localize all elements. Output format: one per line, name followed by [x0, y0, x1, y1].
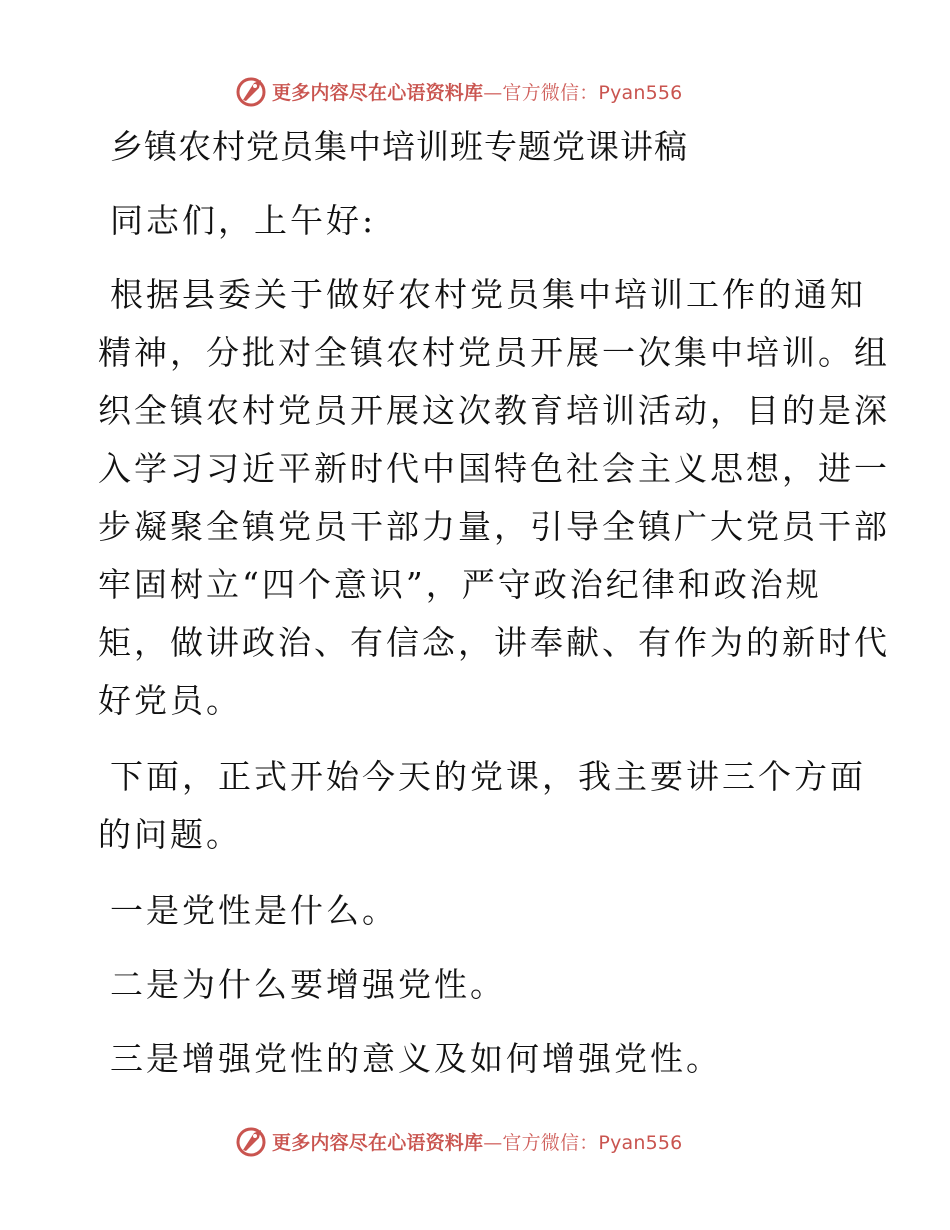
greeting-text: 同志们，上午好: — [110, 201, 377, 240]
banner-slogan: 更多内容尽在心语资料库 — [272, 1131, 484, 1154]
point-one — [110, 882, 398, 940]
paragraph-line: 织全镇农村党员开展这次教育培训活动，目的是深 — [98, 391, 890, 430]
greeting — [110, 192, 376, 250]
banner-dash: — — [483, 1131, 503, 1154]
banner-text — [272, 78, 682, 105]
banner-wechat-label: 官方微信： — [502, 1131, 599, 1154]
banner-wechat-label: 官方微信： — [502, 81, 599, 104]
paragraph-line: 入学习习近平新时代中国特色社会主义思想，进一 — [98, 449, 890, 488]
paragraph-line: 精神，分批对全镇农村党员开展一次集中培训。组 — [98, 333, 890, 372]
point-two-text: 二是为什么要增强党性。 — [110, 965, 506, 1004]
point-one-text: 一是党性是什么。 — [110, 891, 398, 930]
banner-account: Pyan556 — [598, 1131, 683, 1154]
pen-nib-logo-icon — [234, 1124, 268, 1158]
point-three-text: 三是增强党性的意义及如何增强党性。 — [110, 1039, 722, 1078]
banner-account: Pyan556 — [598, 81, 683, 104]
paragraph-line: 步凝聚全镇党员干部力量，引导全镇广大党员干部 — [98, 507, 890, 546]
paragraph-line: 矩，做讲政治、有信念，讲奉献、有作为的新时代 — [98, 623, 890, 662]
banner-text — [272, 1128, 682, 1155]
footer-banner — [234, 1121, 682, 1161]
header-banner — [234, 71, 682, 111]
paragraph-intro — [98, 266, 890, 730]
point-two — [110, 956, 506, 1014]
pen-nib-logo-icon — [234, 74, 268, 108]
document-title: 乡镇农村党员集中培训班专题党课讲稿 — [110, 127, 688, 166]
paragraph-outline — [98, 748, 866, 864]
banner-dash: — — [483, 81, 503, 104]
banner-slogan: 更多内容尽在心语资料库 — [272, 81, 484, 104]
point-three — [110, 1030, 722, 1088]
paragraph-line: 好党员。 — [98, 681, 242, 720]
paragraph-line: 的问题。 — [98, 815, 242, 854]
paragraph-line: 牢固树立“四个意识”，严守政治纪律和政治规 — [98, 565, 822, 604]
paragraph-line: 根据县委关于做好农村党员集中培训工作的通知 — [110, 275, 866, 314]
paragraph-line: 下面，正式开始今天的党课，我主要讲三个方面 — [110, 757, 866, 796]
